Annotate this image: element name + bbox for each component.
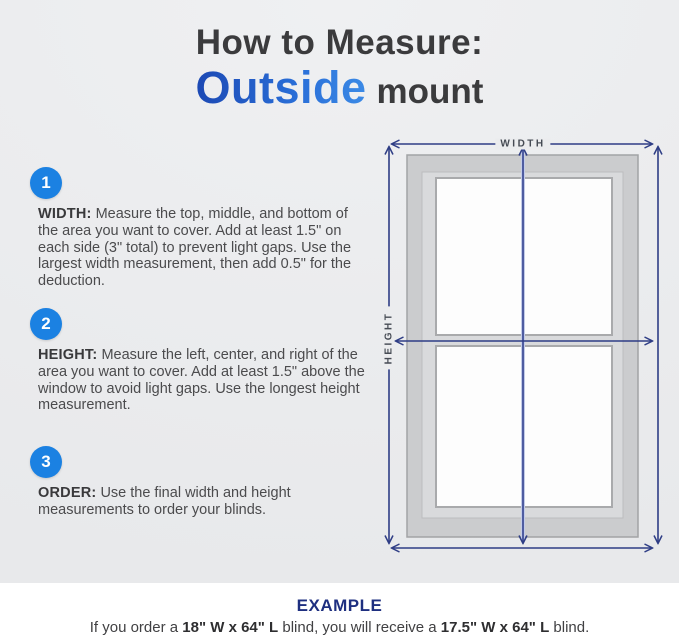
step-3-body: Use the final width and height measurements to order your blinds. xyxy=(38,485,291,518)
step-2-body: Measure the left, center, and right of the area you want to cover. Add at least 1.5" above the window to avoid light gaps. Use the longest height measurement. xyxy=(38,347,365,414)
step-2-number: 2 xyxy=(41,314,51,333)
step-1-text xyxy=(38,206,370,290)
step-3-number: 3 xyxy=(41,452,51,471)
step-2-badge xyxy=(30,308,62,340)
step-1-badge xyxy=(30,167,62,199)
step-1-body: Measure the top, middle, and bottom of the area you want to cover. Add at least 1.5" on each side (3" total) to prevent light gaps. Use the largest width measurement, then add 0.5" for the deduction. xyxy=(38,206,352,290)
step-3-badge xyxy=(30,446,62,478)
example-footer xyxy=(0,583,679,644)
width-label: WIDTH xyxy=(495,139,550,150)
step-1-number: 1 xyxy=(41,173,51,192)
step-2-text xyxy=(38,347,370,414)
title-highlight: Outside xyxy=(195,62,367,113)
window-diagram xyxy=(370,125,679,585)
example-sentence xyxy=(0,619,679,636)
example-suffix: blind. xyxy=(549,619,590,636)
example-prefix: If you order a xyxy=(89,619,183,636)
step-1-label: WIDTH: xyxy=(38,206,92,222)
page-title xyxy=(0,24,679,123)
step-item-order xyxy=(30,446,370,519)
example-ordered-size: 18" W x 64" L xyxy=(182,619,279,636)
step-3-text xyxy=(38,485,370,519)
step-item-height xyxy=(30,308,370,414)
step-2-label: HEIGHT: xyxy=(38,347,98,363)
example-heading: EXAMPLE xyxy=(296,596,383,615)
example-middle: blind, you will receive a xyxy=(278,619,441,636)
example-received-size: 17.5" W x 64" L xyxy=(440,619,550,636)
step-3-label: ORDER: xyxy=(38,485,97,501)
title-suffix: mount xyxy=(376,72,484,111)
title-line-1: How to Measure: xyxy=(195,23,484,62)
step-item-width xyxy=(30,167,370,290)
window-diagram-graphic xyxy=(370,125,679,585)
height-label: HEIGHT xyxy=(384,307,395,370)
title-line-2 xyxy=(0,64,679,123)
